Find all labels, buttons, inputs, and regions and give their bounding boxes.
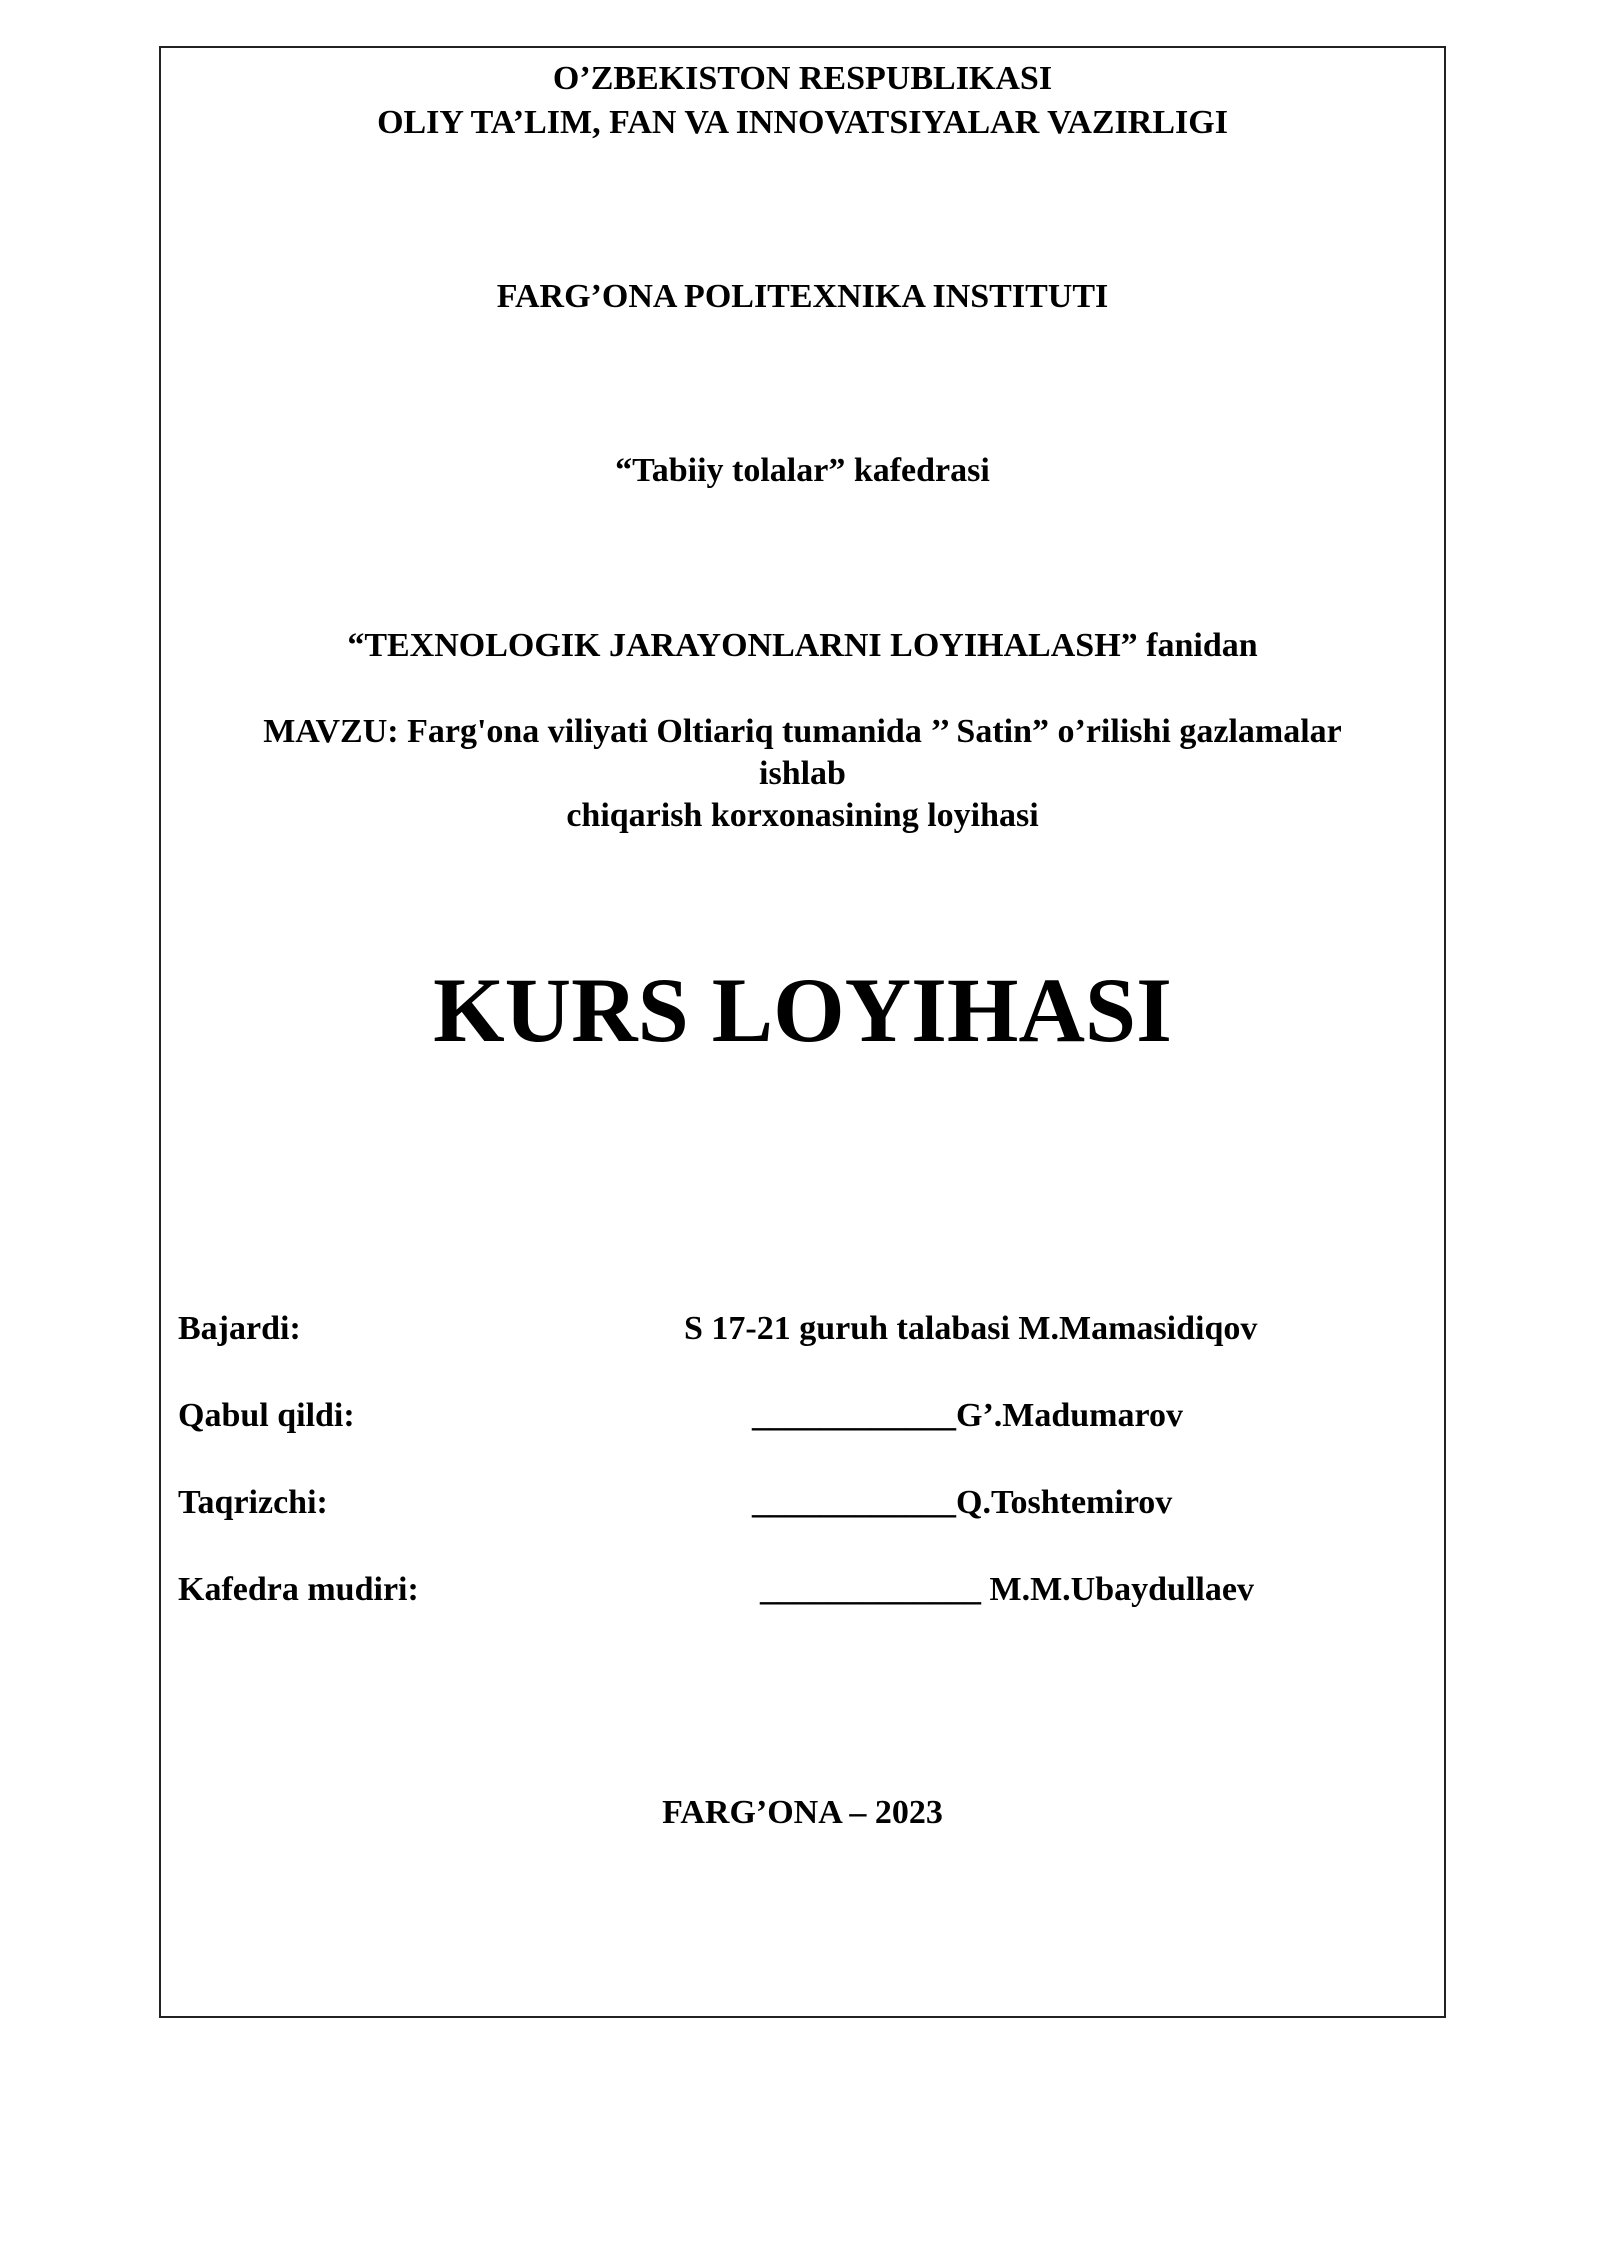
topic-line-1: MAVZU: Farg'ona viliyati Oltiariq tumanida ’’ Satin” o’rilishi gazlamalar bbox=[263, 713, 1342, 750]
ministry-line-1: O’ZBEKISTON RESPUBLIKASI bbox=[552, 60, 1053, 97]
ministry-line-2: OLIY TA’LIM, FAN VA INNOVATSIYALAR VAZIRLIGI bbox=[377, 104, 1228, 141]
document-title: KURS LOYIHASI bbox=[433, 959, 1172, 1061]
signature-value-accepted: ____________G’.Madumarov bbox=[752, 1397, 1183, 1434]
signature-label-accepted: Qabul qildi: bbox=[178, 1397, 355, 1434]
signature-value-head: _____________ M.M.Ubaydullaev bbox=[760, 1571, 1254, 1608]
signature-label-head: Kafedra mudiri: bbox=[178, 1571, 419, 1608]
topic-line-3: chiqarish korxonasining loyihasi bbox=[566, 797, 1039, 834]
institute-name: FARG’ONA POLITEXNIKA INSTITUTI bbox=[496, 278, 1109, 315]
topic-line-2: ishlab bbox=[759, 755, 846, 792]
signature-label-reviewer: Taqrizchi: bbox=[178, 1484, 328, 1521]
signature-value-performer: S 17-21 guruh talabasi M.Mamasidiqov bbox=[684, 1310, 1258, 1347]
signature-value-reviewer: ____________Q.Toshtemirov bbox=[752, 1484, 1173, 1521]
course-name: “TEXNOLOGIK JARAYONLARNI LOYIHALASH” fanidan bbox=[347, 627, 1258, 664]
department-name: “Tabiiy tolalar” kafedrasi bbox=[615, 452, 990, 489]
place-year: FARG’ONA – 2023 bbox=[662, 1794, 943, 1831]
signature-label-performer: Bajardi: bbox=[178, 1310, 301, 1347]
